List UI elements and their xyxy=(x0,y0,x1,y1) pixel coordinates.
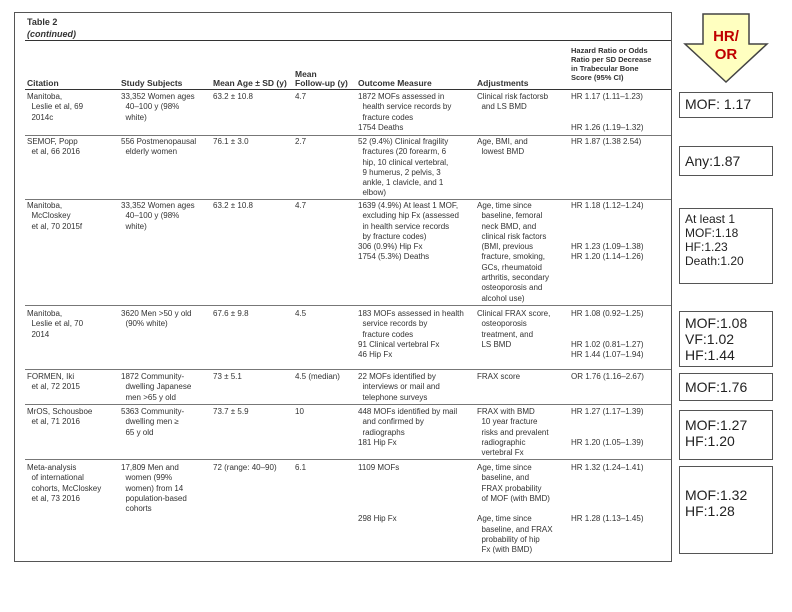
summary-box-3: At least 1 MOF:1.18 HF:1.23 Death:1.20 xyxy=(679,208,773,284)
row-hr: HR 1.08 (0.92–1.25) HR 1.02 (0.81–1.27) HR 1.44 (1.07–1.94) xyxy=(571,309,644,360)
table-document xyxy=(14,12,672,562)
row-outcome: 1109 MOFs 298 Hip Fx xyxy=(358,463,400,524)
row-followup: 2.7 xyxy=(295,137,307,146)
table-top-rule xyxy=(25,40,671,41)
row-subjects: 556 Postmenopausal elderly women xyxy=(121,137,197,157)
row-followup: 10 xyxy=(295,407,304,416)
table-subtitle: (continued) xyxy=(27,29,76,39)
row-followup: 4.7 xyxy=(295,201,307,210)
row-outcome: 22 MOFs identified by interviews or mail and telephone surveys xyxy=(358,372,440,402)
row-subjects: 17,809 Men and women (99% women) from 14 population-based cohorts xyxy=(121,463,187,514)
row-adjustments: Age, BMI, and lowest BMD xyxy=(477,137,528,157)
row-age: 67.6 ± 9.8 xyxy=(213,309,249,318)
row-subjects: 1872 Community- dwelling Japanese men >65 y old xyxy=(121,372,192,402)
row-adjustments: Age, time since baseline, and FRAX probability of MOF (with BMD) Age, time since baseline, and FRAX probability of hip Fx (with BMD) xyxy=(477,463,553,555)
row-citation: FORMEN, Iki et al, 72 2015 xyxy=(27,372,80,392)
header-outcome: Outcome Measure xyxy=(358,78,432,88)
row-subjects: 5363 Community- dwelling men ≥ 65 y old xyxy=(121,407,185,437)
callout-label: HR/ OR xyxy=(713,28,739,63)
row-hr: OR 1.76 (1.16–2.67) xyxy=(571,372,644,381)
row-outcome: 183 MOFs assessed in health service records by fracture codes 91 Clinical vertebral Fx 46 Hip Fx xyxy=(358,309,464,360)
row-outcome: 448 MOFs identified by mail and confirmed by radiographs 181 Hip Fx xyxy=(358,407,458,447)
row-hr: HR 1.17 (1.11–1.23) HR 1.26 (1.19–1.32) xyxy=(571,92,644,132)
row-hr: HR 1.18 (1.12–1.24) HR 1.23 (1.09–1.38) HR 1.20 (1.14–1.26) xyxy=(571,201,644,262)
header-age: Mean Age ± SD (y) xyxy=(213,78,287,88)
table-title: Table 2 xyxy=(27,17,58,27)
header-adjustments: Adjustments xyxy=(477,78,529,88)
summary-box-1: MOF: 1.17 xyxy=(679,92,773,118)
row-citation: Manitoba, Leslie et al, 70 2014 xyxy=(27,309,84,339)
row-divider xyxy=(25,404,671,405)
row-outcome: 1639 (4.9%) At least 1 MOF, excluding hip Fx (assessed in health service records by fracture codes) 306 (0.9%) Hip Fx 1754 (5.3%) Deaths xyxy=(358,201,459,262)
row-outcome: 1872 MOFs assessed in health service records by fracture codes 1754 Deaths xyxy=(358,92,452,132)
header-rule xyxy=(25,89,671,90)
row-subjects: 3620 Men >50 y old (90% white) xyxy=(121,309,192,329)
row-subjects: 33,352 Women ages 40–100 y (98% white) xyxy=(121,201,195,231)
row-citation: Manitoba, Leslie et al, 69 2014c xyxy=(27,92,84,122)
row-hr: HR 1.27 (1.17–1.39) HR 1.20 (1.05–1.39) xyxy=(571,407,644,447)
row-citation: Meta-analysis of international cohorts, McCloskey et al, 73 2016 xyxy=(27,463,102,503)
header-followup: Mean Follow-up (y) xyxy=(295,69,348,88)
summary-box-2: Any:1.87 xyxy=(679,146,773,176)
row-adjustments: Clinical risk factorsb and LS BMD xyxy=(477,92,549,112)
row-subjects: 33,352 Women ages 40–100 y (98% white) xyxy=(121,92,195,122)
row-citation: Manitoba, McCloskey et al, 70 2015f xyxy=(27,201,83,231)
row-adjustments: FRAX with BMD 10 year fracture risks and prevalent radiographic vertebral Fx xyxy=(477,407,549,458)
summary-box-5: MOF:1.76 xyxy=(679,373,773,401)
row-age: 63.2 ± 10.8 xyxy=(213,92,253,101)
summary-box-6: MOF:1.27 HF:1.20 xyxy=(679,410,773,460)
row-followup: 4.5 xyxy=(295,309,307,318)
row-divider xyxy=(25,199,671,200)
header-subjects: Study Subjects xyxy=(121,78,183,88)
header-hr: Hazard Ratio or Odds Ratio per SD Decrease in Trabecular Bone Score (95% CI) xyxy=(571,46,652,82)
row-divider xyxy=(25,305,671,306)
row-age: 63.2 ± 10.8 xyxy=(213,201,253,210)
row-adjustments: Clinical FRAX score, osteoporosis treatment, and LS BMD xyxy=(477,309,551,349)
row-followup: 4.5 (median) xyxy=(295,372,340,381)
row-age: 72 (range: 40–90) xyxy=(213,463,277,472)
row-divider xyxy=(25,459,671,460)
row-divider xyxy=(25,135,671,136)
summary-box-4: MOF:1.08 VF:1.02 HF:1.44 xyxy=(679,311,773,367)
row-age: 73.7 ± 5.9 xyxy=(213,407,249,416)
row-divider xyxy=(25,369,671,370)
summary-box-7: MOF:1.32 HF:1.28 xyxy=(679,466,773,554)
row-age: 76.1 ± 3.0 xyxy=(213,137,249,146)
row-outcome: 52 (9.4%) Clinical fragility fractures (20 forearm, 6 hip, 10 clinical vertebral, 9 humerus, 2 pelvis, 3 ankle, 1 clavicle, and 1 elbow) xyxy=(358,137,449,198)
row-citation: MrOS, Schousboe et al, 71 2016 xyxy=(27,407,93,427)
row-followup: 6.1 xyxy=(295,463,307,472)
hr-or-callout xyxy=(679,0,773,84)
row-adjustments: FRAX score xyxy=(477,372,521,381)
row-age: 73 ± 5.1 xyxy=(213,372,242,381)
row-followup: 4.7 xyxy=(295,92,307,101)
row-adjustments: Age, time since baseline, femoral neck BMD, and clinical risk factors (BMI, previous fracture, smoking, GCs, rheumatoid arthritis, secondary osteoporosis and alcohol use) xyxy=(477,201,550,303)
row-hr: HR 1.87 (1.38 2.54) xyxy=(571,137,642,146)
row-hr: HR 1.32 (1.24–1.41) HR 1.28 (1.13–1.45) xyxy=(571,463,644,524)
row-citation: SEMOF, Popp et al, 66 2016 xyxy=(27,137,80,157)
header-citation: Citation xyxy=(27,78,59,88)
